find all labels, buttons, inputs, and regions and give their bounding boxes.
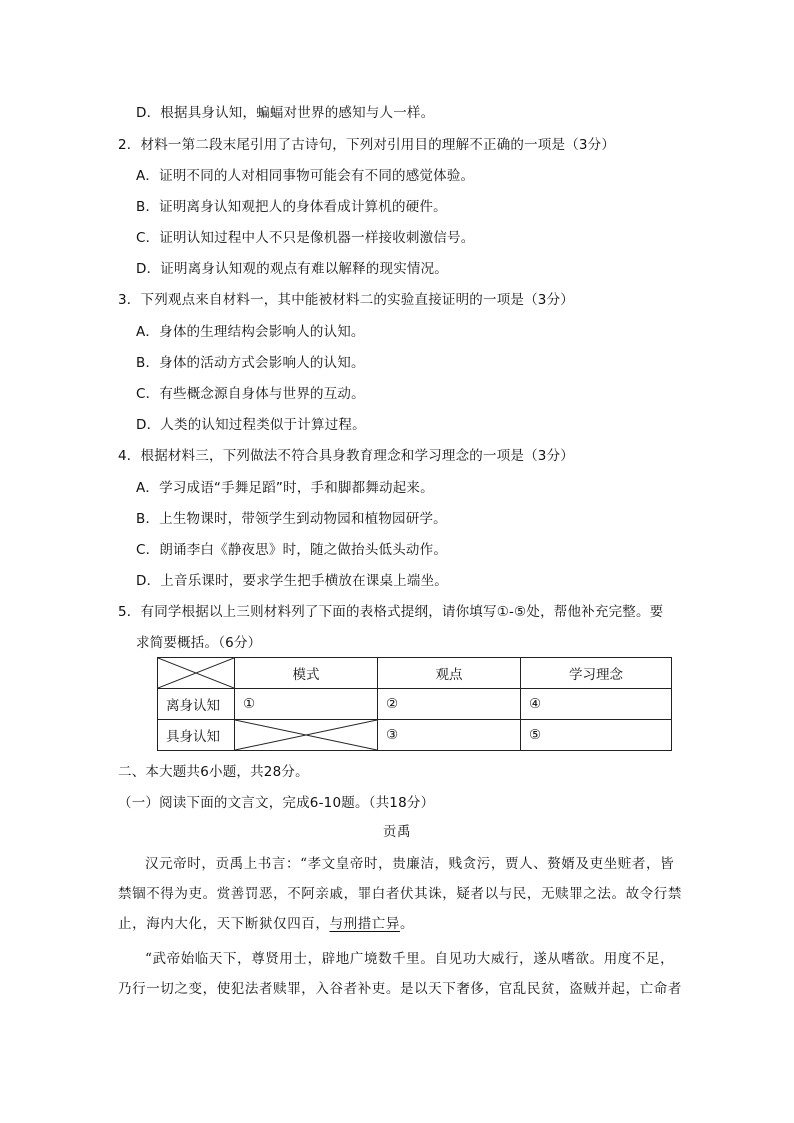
q4-option-a: A．学习成语“手舞足蹈”时，手和脚都舞动起来。: [136, 480, 434, 496]
q3-option-a: A．身体的生理结构会影响人的认知。: [136, 324, 365, 340]
q3-stem: 3．下列观点来自材料一，其中能被材料二的实验直接证明的一项是（3分）: [118, 292, 574, 308]
crossed-out-cell: [235, 720, 378, 751]
q4-option-b: B．上生物课时，带领学生到动物园和植物园研学。: [136, 511, 447, 527]
q2-option-c: C．证明认知过程中人不只是像机器一样接收刺激信号。: [136, 230, 475, 246]
table-row: [158, 720, 672, 751]
blank-3[interactable]: ③: [378, 720, 521, 751]
header-learning-concept: 学习理念: [521, 658, 672, 689]
passage-p1-line3-end: 。: [400, 916, 415, 932]
section-heading: 二、本大题共6小题，共28分。: [118, 764, 309, 780]
passage-p1-line3-text: 止，海内大化，天下断狱仅四百，: [118, 916, 330, 932]
outline-table: [157, 657, 672, 751]
passage-p2-line1: “武帝始临天下，尊贤用士，辟地广境数千里。自见功大威行，遂从嗜欲。用度不足，: [145, 951, 675, 967]
q2-option-d: D．证明离身认知观的观点有难以解释的现实情况。: [136, 261, 448, 277]
q4-option-c: C．朗诵李白《静夜思》时，随之做抬头低头动作。: [136, 542, 448, 558]
blank-2[interactable]: ②: [378, 689, 521, 720]
q3-option-d: D．人类的认知过程类似于计算过程。: [136, 417, 366, 433]
passage-p1-line3: [118, 914, 414, 934]
q2-option-a: A．证明不同的人对相同事物可能会有不同的感觉体验。: [136, 168, 475, 184]
blank-4[interactable]: ④: [521, 689, 672, 720]
q2-stem: 2．材料一第二段末尾引用了古诗句，下列对引用目的理解不正确的一项是（3分）: [118, 137, 616, 153]
blank-5[interactable]: ⑤: [521, 720, 672, 751]
blank-1[interactable]: ①: [235, 689, 378, 720]
q2-option-b: B．证明离身认知观把人的身体看成计算机的硬件。: [136, 199, 447, 215]
passage-p2-line2: 乃行一切之变，使犯法者赎罪，入谷者补吏。是以天下奢侈，官乱民贫，盗贼并起，亡命者: [118, 981, 682, 997]
q5-stem-line2: 求简要概括。（6分）: [136, 635, 262, 651]
q4-option-d: D．上音乐课时，要求学生把手横放在课桌上端坐。: [136, 573, 448, 589]
passage-p1-line1: 汉元帝时，贡禹上书言：“孝文皇帝时，贵廉洁，贱贪污，贾人、赘婿及吏坐赃者，皆: [145, 856, 675, 872]
underlined-phrase: 与刑措亡异: [329, 916, 400, 932]
diagonal-corner-cell: [158, 658, 235, 689]
q3-option-b: B．身体的活动方式会影响人的认知。: [136, 355, 365, 371]
table-row: [158, 689, 672, 720]
passage-title: 贡禹: [382, 824, 412, 840]
q1-option-d: D．根据具身认知，蝙蝠对世界的感知与人一样。: [136, 105, 435, 121]
section-sub-heading: （一）阅读下面的文言文，完成6-10题。（共18分）: [118, 795, 435, 811]
q5-stem-line1: 5．有同学根据以上三则材料列了下面的表格式提纲，请你填写①-⑤处，帮他补充完整。要: [118, 604, 664, 620]
header-mode: 模式: [235, 658, 378, 689]
q4-stem: 4．根据材料三，下列做法不符合具身教育理念和学习理念的一项是（3分）: [118, 448, 574, 464]
table-header-row: [158, 658, 672, 689]
row-label-disembodied: 离身认知: [158, 689, 235, 720]
passage-p1-line2: 禁锢不得为吏。赏善罚恶，不阿亲戚，罪白者伏其诛，疑者以与民，无赎罪之法。故令行禁: [118, 886, 682, 902]
header-viewpoint: 观点: [378, 658, 521, 689]
row-label-embodied: 具身认知: [158, 720, 235, 751]
q3-option-c: C．有些概念源自身体与世界的互动。: [136, 386, 365, 402]
